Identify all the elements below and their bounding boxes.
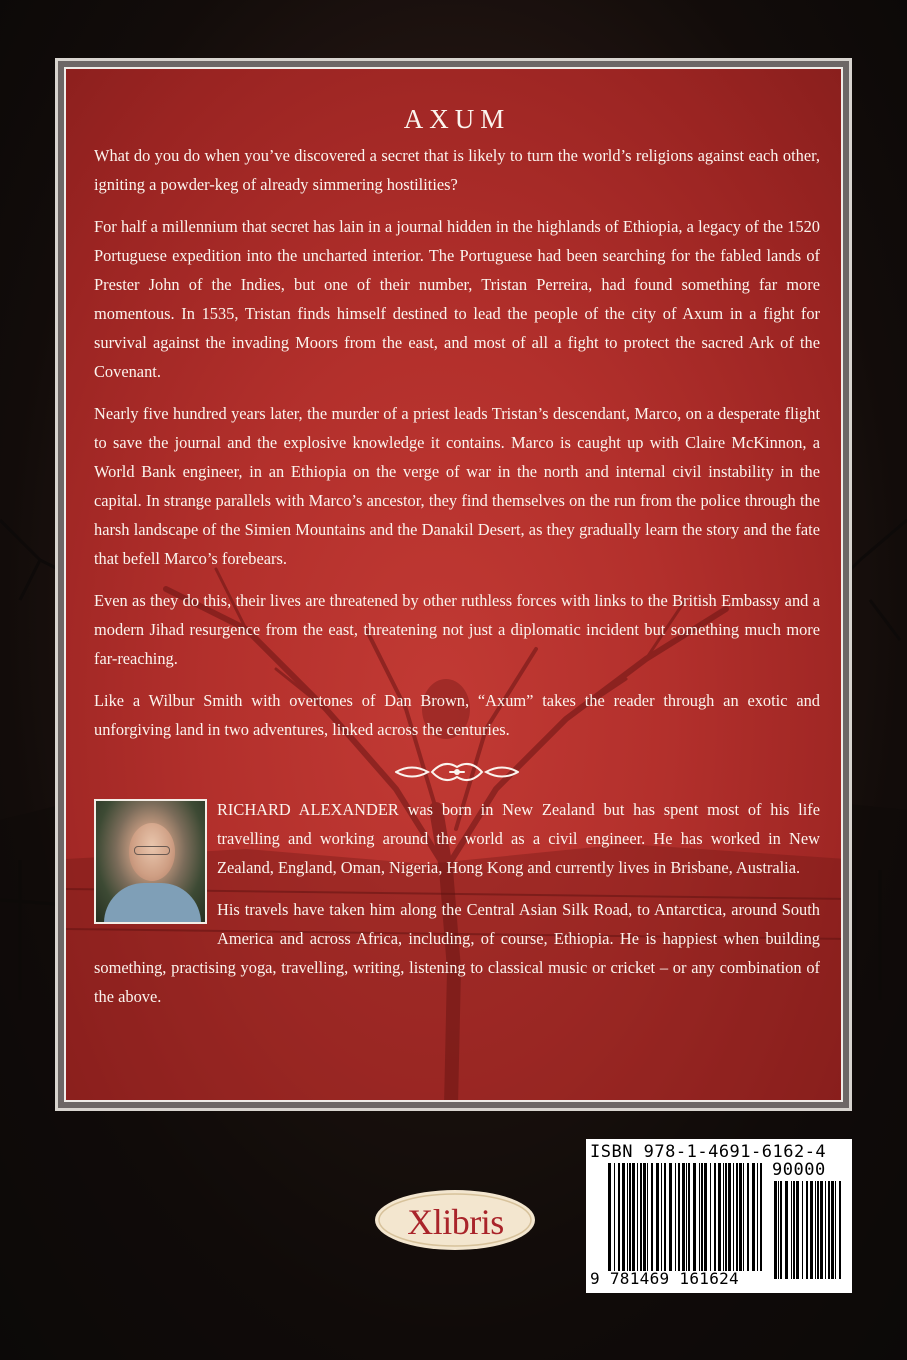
barcode-bar (806, 1181, 808, 1279)
barcode-bar (688, 1163, 690, 1271)
barcode-bar (785, 1181, 788, 1279)
author-bio: His travels have taken him along the Central Asian Silk Road, to Antarctica, around South America and across Africa, including, of course, Ethiopia. He is happiest when building something, practising yoga, travelling, writing, listening to classical music or cricket – or any combination of the above. (94, 900, 820, 1006)
barcode-bar (710, 1163, 711, 1271)
isbn-label: ISBN 978-1-4691-6162-4 (590, 1142, 827, 1162)
publisher-name: Xlibris (407, 1202, 504, 1242)
barcode-bar (820, 1181, 823, 1279)
barcode-bar (661, 1163, 662, 1271)
red-panel (64, 67, 843, 1102)
barcode-bar (802, 1181, 803, 1279)
isbn-barcode (586, 1139, 852, 1293)
barcode-bar (627, 1163, 628, 1271)
ornamental-divider (392, 757, 522, 787)
barcode-bar (682, 1163, 685, 1271)
price-code: 90000 (772, 1160, 826, 1180)
blurb-paragraph: Like a Wilbur Smith with overtones of Dan Brown, “Axum” takes the reader through an exotic and unforgiving land in two adventures, linked across the centuries. (94, 691, 820, 739)
barcode-bar (640, 1163, 642, 1271)
blurb-paragraph: For half a millennium that secret has lain in a journal hidden in the highlands of Ethiopia, a legacy of the 1520 Portuguese expedition into the uncharted interior. The Portuguese had been searching for the fabled lands of Prester John of the Indies, but one of their number, Tristan Perreira, had found something far more momentous. In 1535, Tristan finds himself destined to lead the people of the city of Axum in a fight for survival against the invading Moors from the east, and most of all a fight to protect the sacred Ark of the Covenant. (94, 217, 820, 381)
barcode-bar (810, 1181, 813, 1279)
cover-frame (55, 58, 852, 1111)
barcode-bar (651, 1163, 653, 1271)
barcode-bar (664, 1163, 666, 1271)
barcode-bar (828, 1181, 830, 1279)
barcode-bar (637, 1163, 638, 1271)
barcode-bar (632, 1163, 635, 1271)
barcode-bar (817, 1181, 819, 1279)
barcode-bar (780, 1181, 782, 1279)
barcode-bar (629, 1163, 631, 1271)
barcode-bar (757, 1163, 758, 1271)
barcode-bar (678, 1163, 680, 1271)
ean-number: 9 781469 161624 (590, 1269, 739, 1288)
barcode-bar (739, 1163, 742, 1271)
barcode-bar (774, 1181, 777, 1279)
barcode-bar (618, 1163, 620, 1271)
barcode-bar (839, 1181, 841, 1279)
barcode-bar (608, 1163, 611, 1271)
barcode-bar (669, 1163, 672, 1271)
barcode-bar (725, 1163, 727, 1271)
barcode-bar (791, 1181, 792, 1279)
barcode-bar (793, 1181, 795, 1279)
blurb-paragraph: Even as they do this, their lives are threatened by other ruthless forces with links to the British Embassy and a modern Jihad resurgence from the east, threatening not just a diplomatic incident but something much more far-reaching. (94, 591, 820, 668)
barcode-bar (622, 1163, 625, 1271)
barcode-bar (656, 1163, 659, 1271)
barcode-bar (825, 1181, 826, 1279)
barcode-bar (723, 1163, 724, 1271)
book-title: AXUM (403, 104, 511, 134)
barcode-bar (686, 1163, 687, 1271)
barcode-bar (831, 1181, 834, 1279)
barcode-bar (815, 1181, 816, 1279)
barcode-bar (614, 1163, 615, 1271)
barcode-bar (693, 1163, 696, 1271)
barcode-bar (718, 1163, 721, 1271)
barcode-bar (796, 1181, 799, 1279)
barcode-bar (728, 1163, 731, 1271)
barcode-bar (778, 1181, 779, 1279)
barcode-bar (643, 1163, 646, 1271)
barcode-bar (743, 1163, 744, 1271)
barcode-bar (714, 1163, 716, 1271)
barcode-bar (647, 1163, 648, 1271)
barcode-bar (752, 1163, 755, 1271)
barcode-bar (704, 1163, 707, 1271)
barcode-bar (699, 1163, 700, 1271)
xlibris-logo (374, 1188, 537, 1253)
blurb-paragraph: Nearly five hundred years later, the murder of a priest leads Tristan’s descendant, Marco, on a desperate flight to save the journal and the explosive knowledge it contains. Marco is caught up with Claire McKinnon, a World Bank engineer, in an Ethiopia on the verge of war in the north and internal civil instability in the capital. In strange parallels with Marco’s ancestor, they find themselves on the run from the police through the harsh landscape of the Simien Mountains and the Danakil Desert, as they gradually learn the story and the fate that befell Marco’s forebears. (94, 404, 820, 568)
back-cover-text (94, 99, 820, 1024)
barcode-bar (701, 1163, 703, 1271)
author-bio: RICHARD ALEXANDER was born in New Zealand but has spent most of his life travelling and working around the world as a civil engineer. He has worked in New Zealand, England, Oman, Nigeria, Hong Kong and currently lives in Brisbane, Australia. (217, 800, 820, 877)
barcode-bar (760, 1163, 762, 1271)
blurb-paragraph: What do you do when you’ve discovered a secret that is likely to turn the world’s religions against each other, igniting a powder-keg of already simmering hostilities? (94, 146, 820, 194)
barcode-bar (675, 1163, 676, 1271)
barcode-bar (747, 1163, 749, 1271)
barcode-bar (835, 1181, 836, 1279)
author-photo (94, 799, 207, 924)
barcode-bar (733, 1163, 734, 1271)
barcode-bar (736, 1163, 738, 1271)
